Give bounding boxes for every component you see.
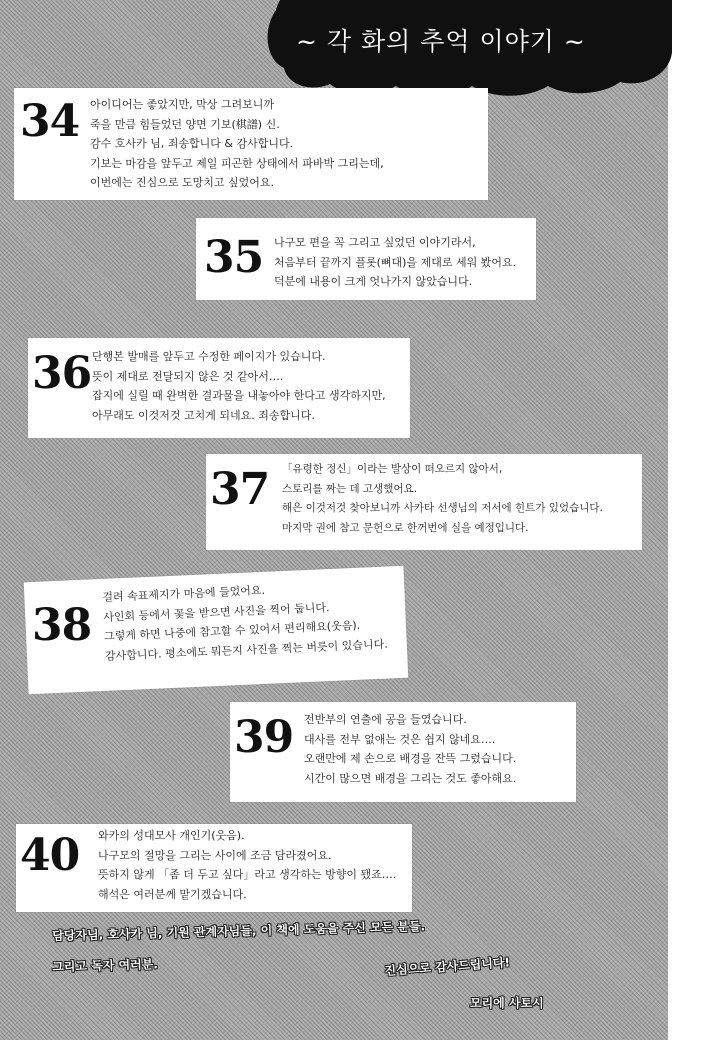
entry-text-40 bbox=[98, 826, 396, 904]
entry-line: 뜻이 제대로 전달되지 않은 것 같아서…. bbox=[92, 369, 284, 383]
footer-thanks-line-2: 그리고 독자 여러분. bbox=[52, 957, 159, 974]
entry-number-40: 40 bbox=[20, 830, 80, 881]
entry-number-37: 37 bbox=[210, 464, 270, 515]
entry-line: 이번에는 진심으로 도망치고 싶었어요. bbox=[90, 176, 275, 189]
entry-number-38: 38 bbox=[32, 600, 92, 651]
entry-line: 나구모 편을 꼭 그리고 싶었던 이야기라서, bbox=[274, 236, 476, 249]
entry-line: 감수 호사카 님, 죄송합니다 & 감사합니다. bbox=[90, 137, 294, 150]
footer-thanks-line-1: 담당자님, 호사카 님, 기원 관계자님들, 이 책에 도움을 주신 모든 분들. bbox=[52, 919, 426, 943]
entry-line: 잡지에 실릴 때 완벽한 결과물을 내놓아야 한다고 생각하지만, bbox=[92, 389, 386, 402]
entry-number-35: 35 bbox=[204, 232, 264, 283]
entry-line: 오랜만에 제 손으로 배경을 잔뜩 그렸습니다. bbox=[304, 752, 517, 765]
entry-line: 시간이 많으면 배경을 그리는 것도 좋아해요. bbox=[304, 771, 517, 785]
header-title: ~ 각 화의 추억 이야기 ~ bbox=[296, 27, 586, 56]
entry-line: 해은 이것저것 찾아보니까 사카타 선생님의 저서에 힌트가 있었습니다. bbox=[282, 502, 603, 514]
entry-line: 감사합니다. 평소에도 뭐든지 사진을 찍는 버릇이 있습니다. bbox=[104, 637, 388, 663]
entry-text-34 bbox=[90, 95, 384, 193]
entry-line: 스토리를 짜는 데 고생했어요. bbox=[282, 482, 418, 495]
entry-line: 마지막 권에 참고 문헌으로 한꺼번에 실을 예정입니다. bbox=[282, 521, 529, 534]
entry-text-35 bbox=[274, 233, 516, 292]
entry-line: 처음부터 끝까지 플롯(뼈대)을 제대로 세워 봤어요. bbox=[274, 255, 517, 269]
entry-line: 기보는 마감을 앞두고 제일 피곤한 상태에서 파바박 그리는데, bbox=[90, 156, 384, 170]
entry-line: 단행본 발매를 앞두고 수정한 페이지가 있습니다. bbox=[92, 350, 326, 363]
footer-closing: 진심으로 감사드립니다! bbox=[384, 955, 511, 978]
footer-signature: 모리에 사토시 bbox=[470, 996, 544, 1010]
entry-line: 대사를 전부 없애는 것은 쉽지 않네요…. bbox=[304, 732, 496, 746]
entry-text-38 bbox=[102, 576, 388, 666]
entry-line: 전반부의 연출에 공을 들였습니다. bbox=[304, 713, 467, 726]
page-edge bbox=[668, 0, 720, 1040]
entry-number-34: 34 bbox=[20, 96, 80, 147]
entry-line: 걸려 속표제지가 마음에 들었어요. bbox=[102, 583, 266, 604]
entry-line: 「유령한 정신」이라는 발상이 떠오르지 않아서, bbox=[282, 463, 503, 475]
entry-text-37 bbox=[282, 460, 603, 538]
entry-text-39 bbox=[304, 710, 516, 788]
entry-number-39: 39 bbox=[234, 712, 294, 763]
entry-line: 아이디어는 좋았지만, 막상 그려보니까 bbox=[90, 98, 275, 111]
entry-text-36 bbox=[92, 347, 386, 425]
entry-line: 아무래도 이것저것 고치게 되네요. 죄송합니다. bbox=[92, 408, 315, 422]
entry-line: 와카의 성대모사 개인기(웃음). bbox=[98, 829, 245, 842]
entry-line: 사인회 등에서 꽃을 받으면 사진을 찍어 둡니다. bbox=[102, 600, 330, 624]
entry-line: 나구모의 절망을 그리는 사이에 조금 담라졌어요. bbox=[98, 848, 332, 862]
entry-line: 해석은 여러분께 맡기겠습니다. bbox=[98, 887, 247, 901]
entry-line: 그렇게 하면 나중에 참고할 수 있어서 편리해요(웃음). bbox=[103, 618, 361, 643]
entry-line: 덕분에 내용이 크게 엇나가지 않았습니다. bbox=[274, 275, 473, 288]
entry-number-36: 36 bbox=[32, 348, 92, 399]
entry-line: 죽을 만큼 힘들었던 양면 기보(棋譜) 신. bbox=[90, 117, 280, 131]
entry-line: 뜻하지 않게 「좀 더 두고 싶다」라고 생각하는 방향이 됐죠…. bbox=[98, 868, 397, 881]
